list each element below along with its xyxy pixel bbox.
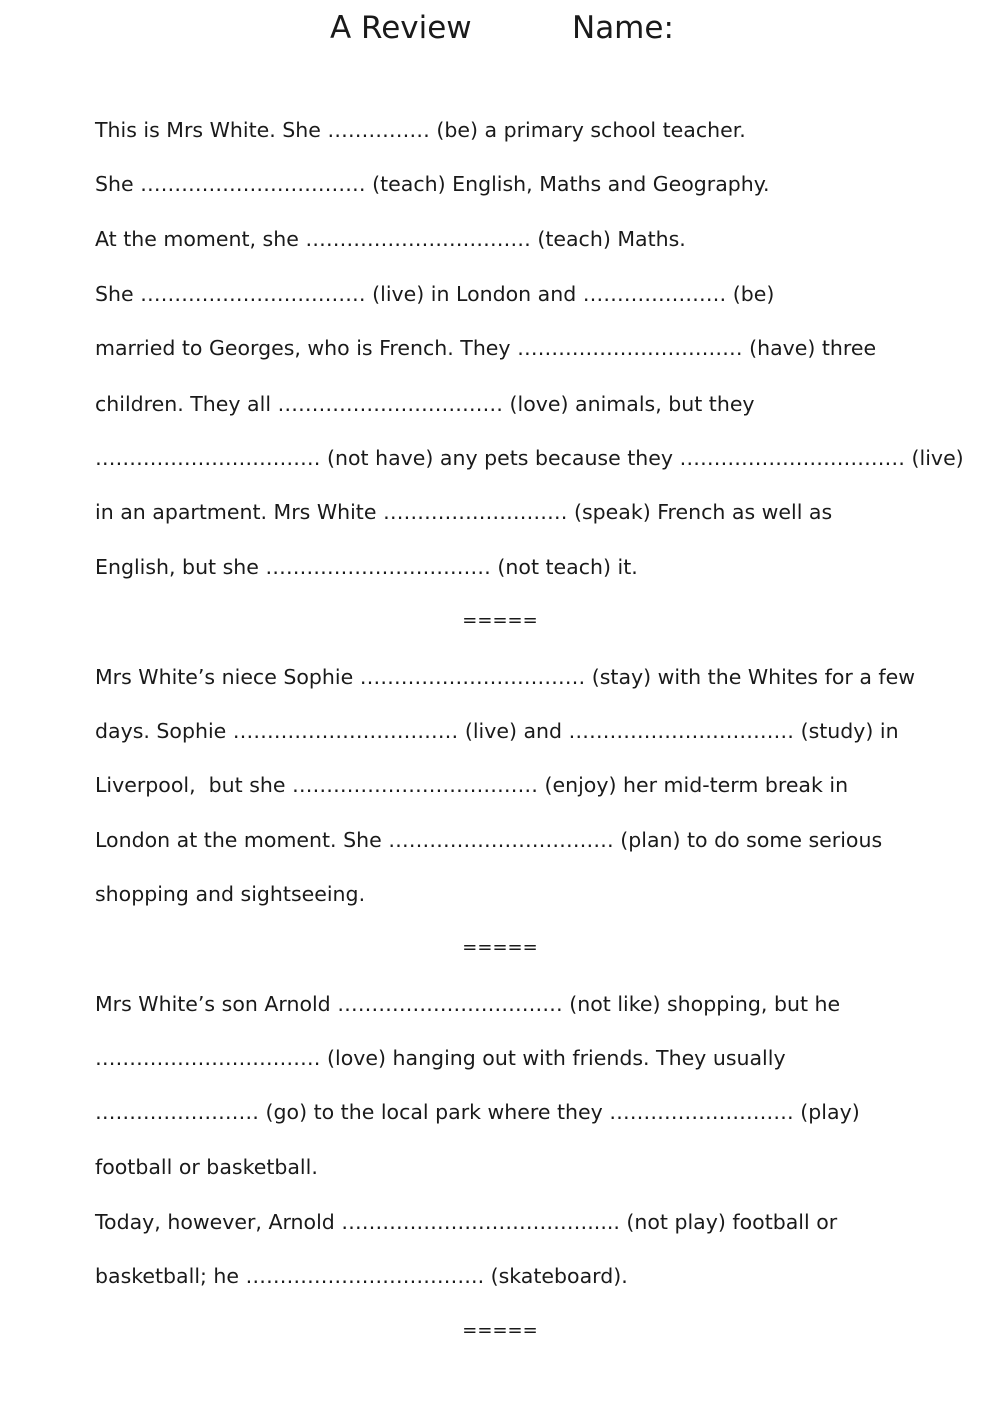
text-line: …………………………… (love) hanging out with friends. They usually <box>95 1046 786 1070</box>
section-separator: ===== <box>462 937 538 958</box>
text-line: married to Georges, who is French. They …………………………… (have) three <box>95 336 877 360</box>
text-line: shopping and sightseeing. <box>95 882 366 906</box>
text-line: basketball; he …………………………….. (skateboard). <box>95 1264 628 1288</box>
text-line: This is Mrs White. She …………… (be) a primary school teacher. <box>95 118 746 142</box>
name-label: Name: <box>572 10 674 46</box>
text-line: football or basketball. <box>95 1155 318 1179</box>
text-line: London at the moment. She …………………………… (plan) to do some serious <box>95 828 883 852</box>
text-line: English, but she …………………………… (not teach) it. <box>95 555 638 579</box>
text-line: days. Sophie …………………………… (live) and …………………………… (study) in <box>95 719 899 743</box>
text-line: Liverpool, but she ……………………………… (enjoy) her mid-term break in <box>95 773 849 797</box>
header <box>0 8 1000 52</box>
text-line: in an apartment. Mrs White ……………………… (speak) French as well as <box>95 500 833 524</box>
text-line: Mrs White’s niece Sophie …………………………… (stay) with the Whites for a few <box>95 665 916 689</box>
text-line: children. They all …………………………… (love) animals, but they <box>95 392 755 416</box>
text-line: Today, however, Arnold ………………………………..... (not play) football or <box>95 1210 838 1234</box>
text-line: …………………………… (not have) any pets because they …………………………… (live) <box>95 446 964 470</box>
text-line: Mrs White’s son Arnold …………………………… (not like) shopping, but he <box>95 992 841 1016</box>
text-line: At the moment, she …………………………… (teach) Maths. <box>95 227 686 251</box>
text-line: She …………………………… (teach) English, Maths and Geography. <box>95 172 770 196</box>
page-title: A Review <box>330 10 472 46</box>
text-line: She …………………………… (live) in London and ………………… (be) <box>95 282 775 306</box>
section-separator: ===== <box>462 610 538 631</box>
text-line: …………………… (go) to the local park where they ……………………… (play) <box>95 1100 860 1124</box>
section-separator: ===== <box>462 1320 538 1341</box>
